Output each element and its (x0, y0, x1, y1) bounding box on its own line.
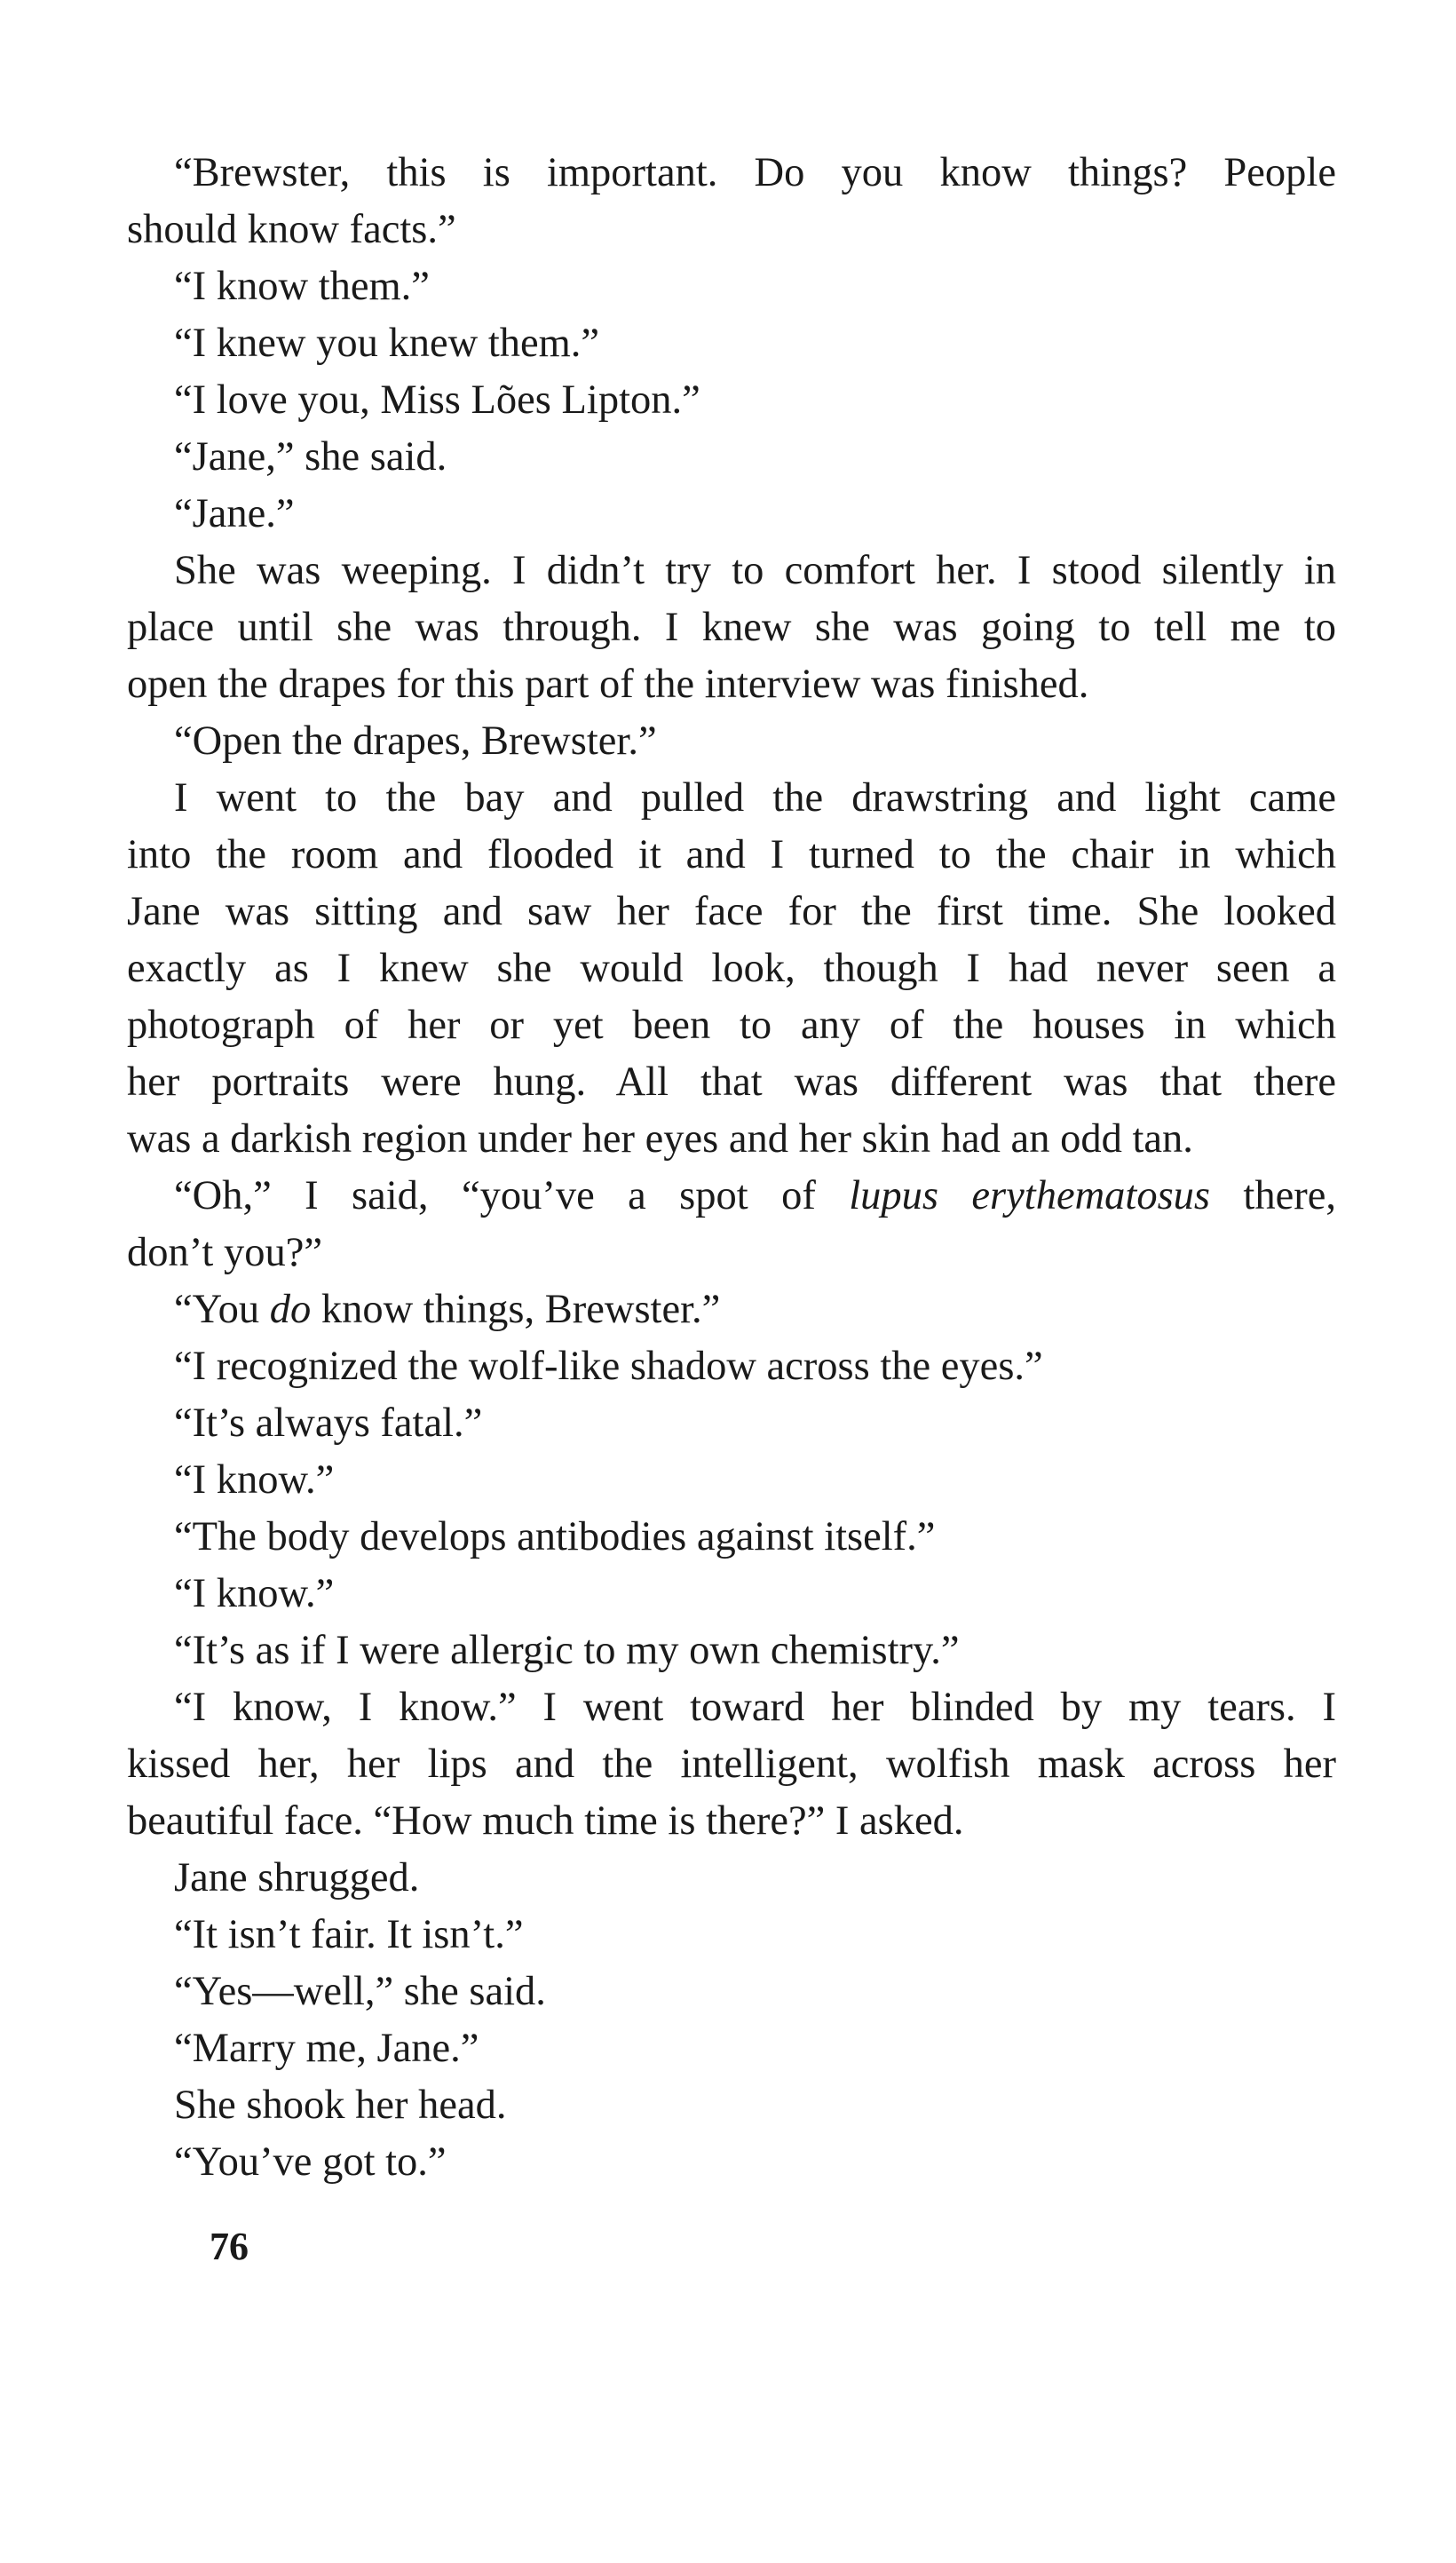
text-line: photograph of her or yet been to any of the houses in which (127, 1003, 1336, 1048)
text-line: kissed her, her lips and the intelligent, wolfish mask across her (127, 1742, 1336, 1787)
text-line: beautiful face. “How much time is there?” I asked. (127, 1798, 964, 1844)
italic-word: do (269, 1287, 312, 1332)
paragraph (127, 1679, 1336, 1850)
text-run: there, (1210, 1173, 1336, 1218)
paragraph: “I know them.” (174, 264, 430, 309)
text-line (127, 1168, 1336, 1225)
paragraph (127, 1168, 1336, 1282)
text-line: She was weeping. I didn’t try to comfort her. I stood silently in (174, 548, 1336, 593)
text-run: “Oh,” I said, “you’ve a spot of (174, 1173, 850, 1218)
paragraph: “It isn’t fair. It isn’t.” (174, 1912, 524, 1957)
text-line: “I know, I know.” I went toward her blinded by my tears. I (174, 1685, 1336, 1730)
text-line: “Brewster, this is important. Do you know things? People (174, 150, 1336, 195)
paragraph: “You’ve got to.” (174, 2139, 447, 2185)
italic-term: lupus erythematosus (849, 1173, 1211, 1218)
paragraph: “I recognized the wolf-like shadow across the eyes.” (174, 1344, 1043, 1389)
text-line: don’t you?” (127, 1230, 322, 1275)
text-line: into the room and flooded it and I turned to the chair in which (127, 832, 1336, 877)
paragraph: She shook her head. (174, 2083, 507, 2128)
paragraph: “Jane,” she said. (174, 434, 447, 480)
paragraph: “It’s as if I were allergic to my own chemistry.” (174, 1628, 960, 1673)
paragraph (127, 1282, 1336, 1338)
paragraph: “The body develops antibodies against itself.” (174, 1514, 936, 1559)
text-run: know things, Brewster.” (311, 1287, 721, 1332)
text-line: I went to the bay and pulled the drawstring and light came (174, 775, 1336, 821)
text-line: exactly as I knew she would look, though I had never seen a (127, 946, 1336, 991)
paragraph: “I know.” (174, 1457, 335, 1503)
text-line: should know facts.” (127, 207, 456, 252)
text-line: place until she was through. I knew she was going to tell me to (127, 605, 1336, 650)
text-line: open the drapes for this part of the interview was finished. (127, 662, 1089, 707)
paragraph: “I know.” (174, 1571, 335, 1616)
paragraph: “It’s always fatal.” (174, 1401, 483, 1446)
paragraph (127, 770, 1336, 1168)
page-number: 76 (210, 2225, 249, 2268)
page-body-text (127, 145, 1336, 2191)
paragraph: “I love you, Miss Lões Lipton.” (174, 377, 700, 423)
paragraph (127, 145, 1336, 258)
text-line: Jane was sitting and saw her face for the first time. She looked (127, 889, 1336, 934)
paragraph: Jane shrugged. (174, 1855, 420, 1900)
paragraph: “Jane.” (174, 491, 295, 536)
paragraph (127, 543, 1336, 713)
paragraph: “Yes—well,” she said. (174, 1969, 546, 2014)
paragraph: “I knew you knew them.” (174, 321, 600, 366)
text-line: was a darkish region under her eyes and her skin had an odd tan. (127, 1116, 1193, 1162)
text-run: “You (174, 1287, 270, 1332)
paragraph: “Open the drapes, Brewster.” (174, 718, 657, 764)
text-line: her portraits were hung. All that was different was that there (127, 1059, 1336, 1105)
paragraph: “Marry me, Jane.” (174, 2026, 479, 2071)
